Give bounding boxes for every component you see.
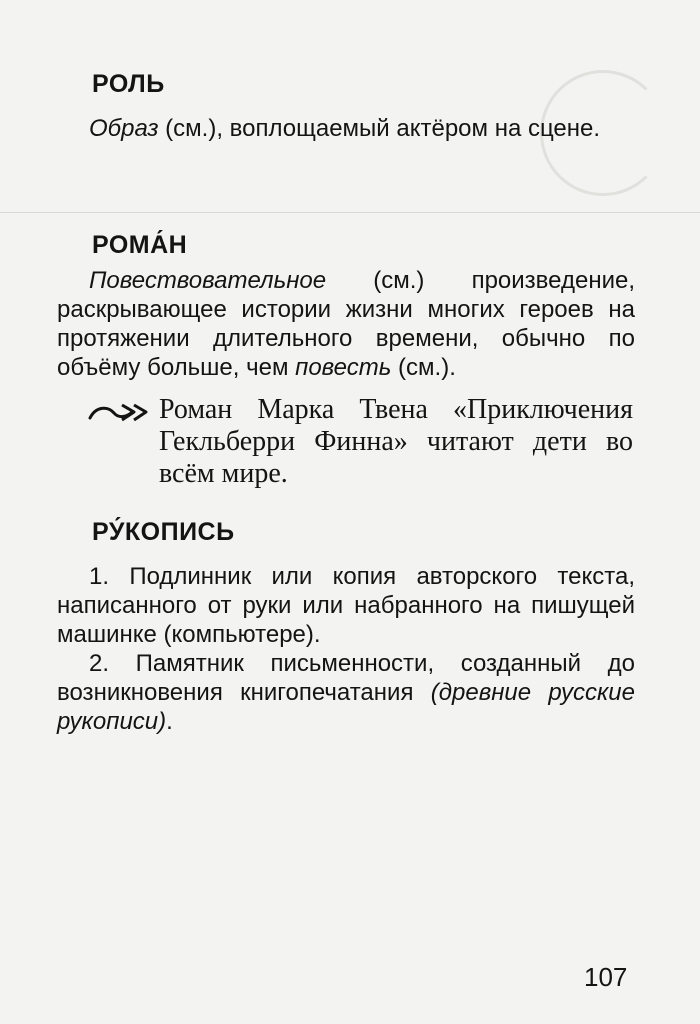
page-number: 107: [584, 962, 628, 992]
entry-heading-rol: РОЛЬ: [92, 70, 165, 98]
definition-text: 2. Памятник письменности, созданный до возникновения книгопечатания: [57, 650, 635, 706]
definition-text: .: [166, 708, 173, 735]
example-pointer-icon: [88, 400, 148, 426]
bleed-line: [0, 212, 700, 213]
term-link: Повествовательное: [89, 267, 327, 294]
example-text: Роман Марка Твена «Приключения Гекльберри Финна» читают дети во всём мире.: [159, 394, 633, 489]
definition-text: (см.) произведение, раскрывающее истории жизни многих героев на протяжении длительного времени, обычно по объёму больше, чем: [57, 267, 635, 381]
entry-definition-rol: [57, 114, 635, 143]
entry-definition-rukopis-1: [57, 562, 635, 649]
entry-heading-roman: РОМА́Н: [92, 231, 188, 259]
definition-text: (см.), воплощаемый актёром на сцене.: [158, 115, 601, 142]
term-link: повесть: [295, 354, 392, 381]
example-phrase: (древние русские рукописи): [57, 679, 635, 735]
entry-definition-rukopis-2: [57, 649, 635, 736]
entry-definition-roman: [57, 266, 635, 382]
term-link: Образ: [89, 115, 159, 142]
entry-heading-rukopis: РУ́КОПИСЬ: [92, 518, 235, 546]
definition-text: (см.).: [391, 354, 456, 381]
definition-text: 1. Подлинник или копия авторского текста, написанного от руки или набранного на пишущей машинке (компьютере).: [57, 563, 635, 648]
